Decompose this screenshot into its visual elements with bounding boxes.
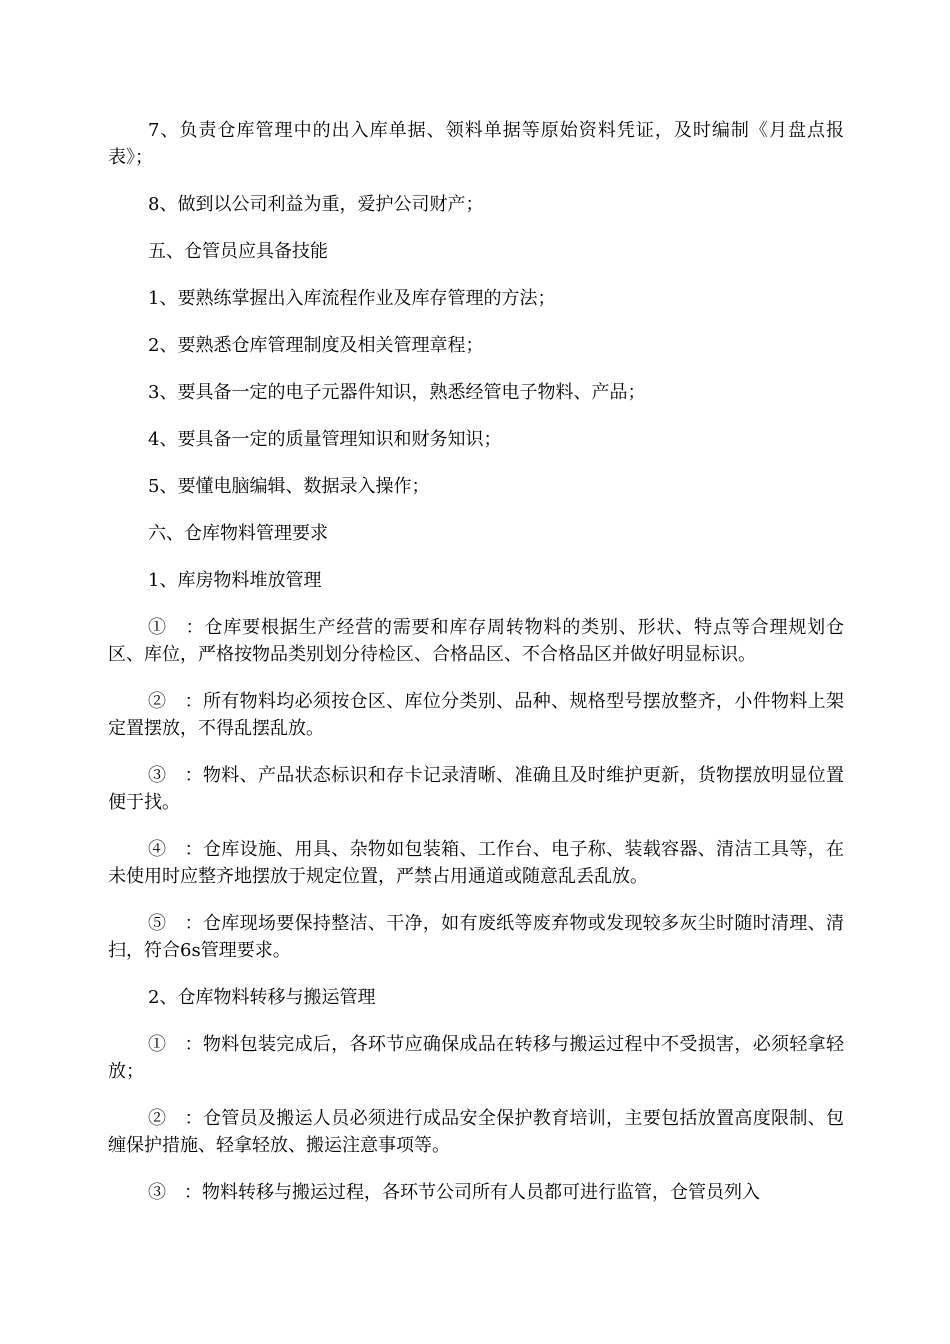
section-heading-6: 六、仓库物料管理要求 [148,523,328,544]
paragraph-storage-5: ⑤ ：仓库现场要保持整洁、干净，如有废纸等废弃物或发现较多灰尘时随时清理、清扫，符合6s管理要求。 [108,913,844,961]
paragraph-skill-3: 3、要具备一定的电子元器件知识，熟悉经管电子物料、产品； [148,382,646,403]
paragraph-transfer-2: ② ：仓管员及搬运人员必须进行成品安全保护教育培训，主要包括放置高度限制、包缠保护措施、轻拿轻放、搬运注意事项等。 [108,1108,844,1156]
paragraph-item-7: 7、负责仓库管理中的出入库单据、领料单据等原始资料凭证，及时编制《月盘点报表》； [108,120,844,168]
paragraph-transfer-3: ③ ：物料转移与搬运过程，各环节公司所有人员都可进行监管，仓管员列入 [148,1182,760,1203]
paragraph-storage-3: ③ ：物料、产品状态标识和存卡记录清晰、准确且及时维护更新，货物摆放明显位置便于找。 [108,765,844,813]
subsection-heading-1: 1、库房物料堆放管理 [148,570,322,591]
paragraph-skill-4: 4、要具备一定的质量管理知识和财务知识； [148,429,502,450]
paragraph-skill-2: 2、要熟悉仓库管理制度及相关管理章程； [148,335,484,356]
paragraph-storage-2: ② ：所有物料均必须按仓区、库位分类别、品种、规格型号摆放整齐，小件物料上架定置摆放，不得乱摆乱放。 [108,691,844,739]
paragraph-skill-1: 1、要熟练掌握出入库流程作业及库存管理的方法； [148,288,556,309]
subsection-heading-2: 2、仓库物料转移与搬运管理 [148,987,376,1008]
paragraph-skill-5: 5、要懂电脑编辑、数据录入操作； [148,476,430,497]
paragraph-transfer-1: ① ：物料包装完成后，各环节应确保成品在转移与搬运过程中不受损害，必须轻拿轻放； [108,1034,844,1082]
section-heading-5: 五、仓管员应具备技能 [148,241,328,262]
paragraph-storage-4: ④ ：仓库设施、用具、杂物如包装箱、工作台、电子称、装载容器、清洁工具等，在未使用时应整齐地摆放于规定位置，严禁占用通道或随意乱丢乱放。 [108,839,844,887]
document-body [108,117,844,1226]
paragraph-item-8: 8、做到以公司利益为重，爱护公司财产； [148,194,484,215]
paragraph-storage-1: ① ：仓库要根据生产经营的需要和库存周转物料的类别、形状、特点等合理规划仓区、库位，严格按物品类别划分待检区、合格品区、不合格品区并做好明显标识。 [108,617,844,665]
